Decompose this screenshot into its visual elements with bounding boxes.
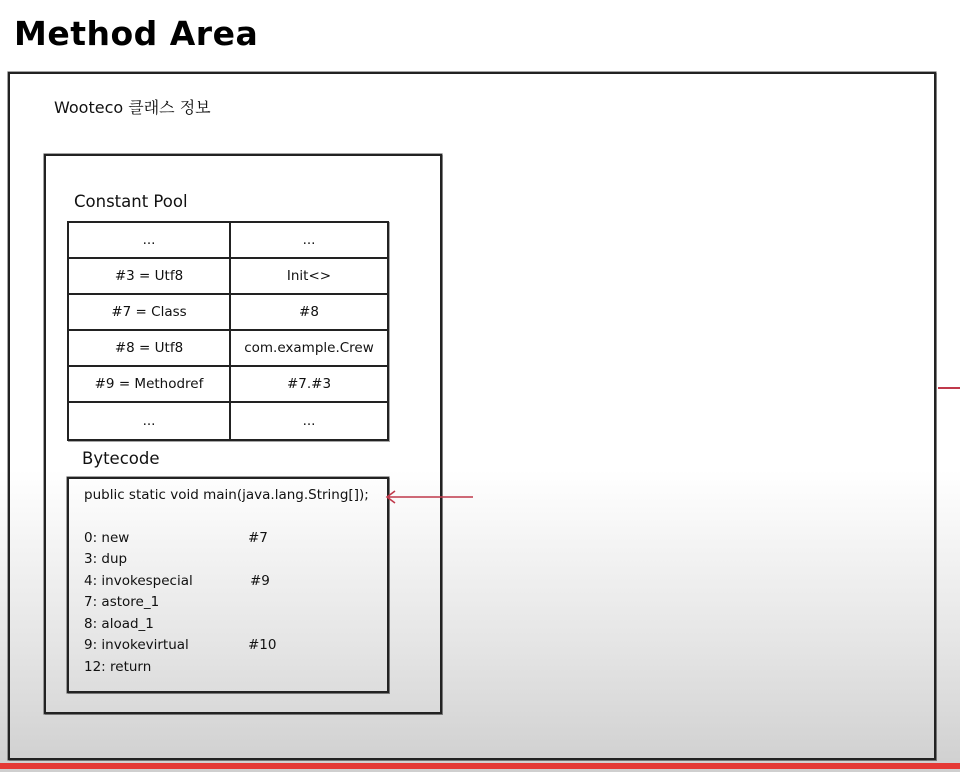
bytecode-arg: #9 [250,573,270,589]
constant-pool-key: #3 = Utf8 [69,259,231,295]
bytecode-arg: #10 [248,637,277,653]
bytecode-instruction [84,551,248,567]
bytecode-op: 12: return [84,659,152,675]
constant-pool-key: ... [69,403,231,439]
pointer-arrow-icon [380,487,476,507]
constant-pool-key: ... [69,223,231,259]
bytecode-instruction [84,530,268,546]
bytecode-instruction [84,637,277,653]
bytecode-instruction [84,573,270,589]
bytecode-op: 9: invokevirtual [84,637,189,653]
bytecode-signature: public static void main(java.lang.String[]); [84,487,369,503]
bytecode-instruction [84,616,248,632]
bytecode-instruction [84,659,248,675]
page-title: Method Area [14,14,259,53]
bytecode-instruction [84,594,248,610]
constant-pool-value: #8 [231,295,387,331]
offscreen-arrow-stub [938,387,960,389]
bytecode-arg: #7 [248,530,268,546]
constant-pool-table [67,221,389,441]
class-info-title: Wooteco 클래스 정보 [54,98,211,117]
bytecode-op: 3: dup [84,551,128,567]
constant-pool-value: #7.#3 [231,367,387,403]
constant-pool-title: Constant Pool [74,192,188,211]
constant-pool-key: #7 = Class [69,295,231,331]
bytecode-op: 0: new [84,530,130,546]
constant-pool-value: ... [231,223,387,259]
bytecode-title: Bytecode [82,449,160,468]
constant-pool-key: #8 = Utf8 [69,331,231,367]
bytecode-op: 7: astore_1 [84,594,160,610]
video-progress-bar[interactable] [0,763,960,769]
bytecode-op: 8: aload_1 [84,616,154,632]
bytecode-op: 4: invokespecial [84,573,193,589]
constant-pool-key: #9 = Methodref [69,367,231,403]
constant-pool-value: ... [302,413,316,429]
constant-pool-value: com.example.Crew [231,331,387,367]
constant-pool-value: Init<> [231,259,387,295]
